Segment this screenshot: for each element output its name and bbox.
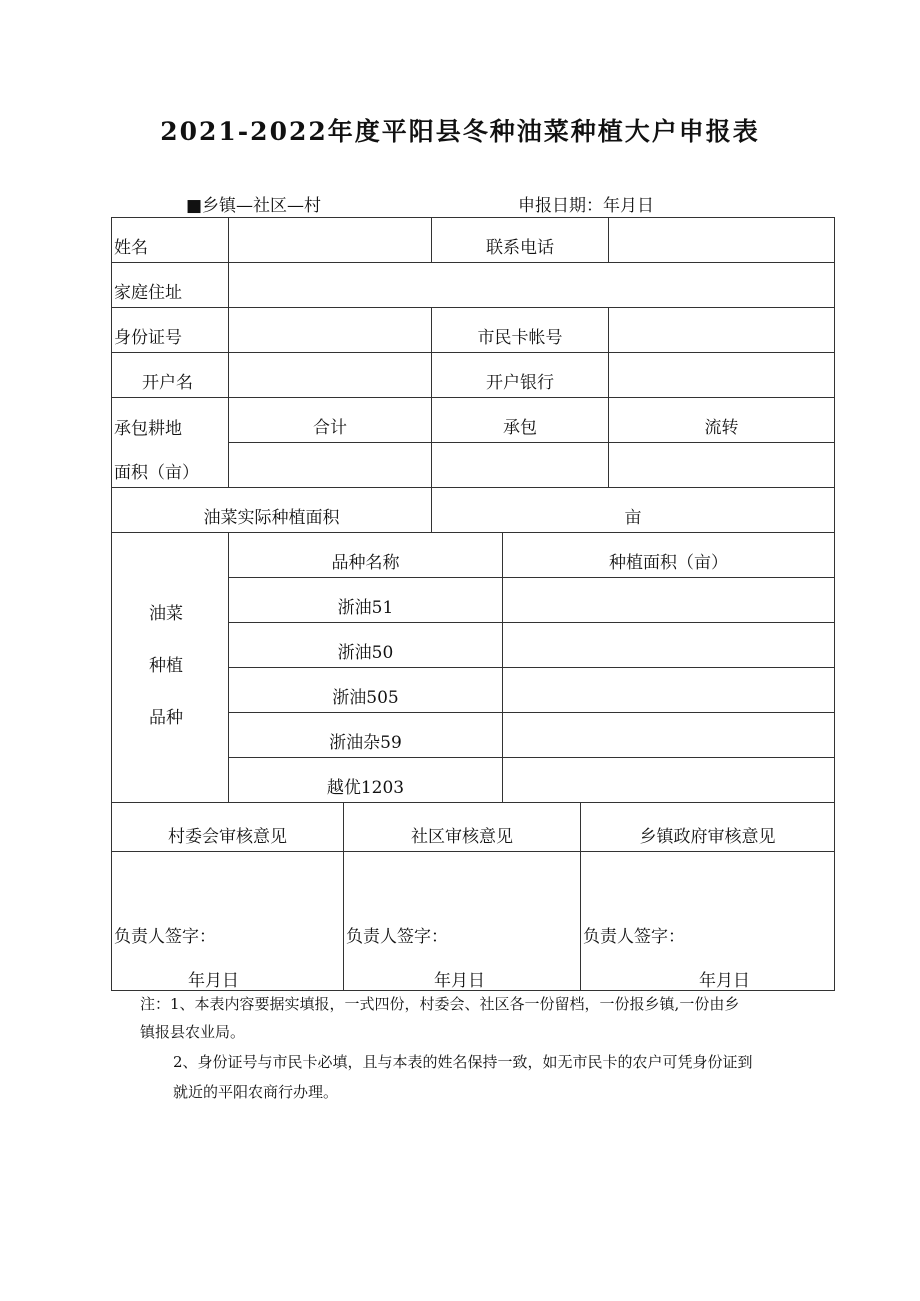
page-title: 2021-2022年度平阳县冬种油菜种植大户申报表 — [160, 117, 760, 146]
community-sign-label: 负责人签字： — [346, 927, 448, 947]
id-input-cell[interactable] — [229, 308, 432, 353]
township-line: ■乡镇—社区—村 — [186, 196, 322, 216]
village-review-header: 村委会审核意见 — [112, 803, 344, 852]
row-land-head — [112, 398, 835, 443]
total-input-cell[interactable] — [229, 443, 432, 488]
variety-side-label-1: 油菜 — [149, 603, 183, 624]
note-2a: 2、身份证号与市民卡必填，且与本表的姓名保持一致，如无市民卡的农户可凭身份证到 — [173, 1053, 753, 1071]
variety-area-input-cell[interactable] — [503, 713, 835, 758]
variety-name-header: 品种名称 — [229, 533, 503, 578]
variety-area-header: 种植面积（亩） — [503, 533, 835, 578]
account-name-label: 开户名 — [112, 353, 229, 398]
contract-label: 承包 — [432, 398, 609, 443]
row-actual-area — [112, 488, 835, 533]
town-sign-date: 年月日 — [699, 971, 750, 991]
variety-side-label — [112, 533, 229, 803]
row-review-head — [112, 803, 835, 852]
row-account — [112, 353, 835, 398]
bank-label: 开户银行 — [432, 353, 609, 398]
row-review-sign — [112, 852, 835, 991]
row-land-values — [112, 443, 835, 488]
report-date-line: 申报日期：年月日 — [518, 196, 654, 216]
note-2b: 就近的平阳农商行办理。 — [173, 1083, 339, 1101]
phone-input-cell[interactable] — [609, 218, 835, 263]
community-review-cell[interactable] — [344, 852, 581, 991]
address-label: 家庭住址 — [112, 263, 229, 308]
land-label-line2: 面积（亩） — [112, 443, 229, 488]
notes — [140, 990, 834, 1106]
variety-area-input-cell[interactable] — [503, 668, 835, 713]
application-form-table — [111, 217, 835, 991]
row-id-card — [112, 308, 835, 353]
actual-area-unit: 亩 — [432, 488, 835, 533]
town-sign-label: 负责人签字： — [583, 927, 685, 947]
town-review-cell[interactable] — [581, 852, 835, 991]
citizen-card-input-cell[interactable] — [609, 308, 835, 353]
name-label: 姓名 — [112, 218, 229, 263]
bank-input-cell[interactable] — [609, 353, 835, 398]
address-input-cell[interactable] — [229, 263, 835, 308]
village-sign-date: 年月日 — [188, 971, 239, 991]
community-sign-date: 年月日 — [434, 971, 485, 991]
row-name-phone — [112, 218, 835, 263]
note-1a: 注：1、本表内容要据实填报，一式四份，村委会、社区各一份留档，一份报乡镇,一份由乡 — [140, 995, 740, 1013]
id-label: 身份证号 — [112, 308, 229, 353]
variety-name: 越优1203 — [229, 758, 503, 803]
variety-name: 浙油51 — [229, 578, 503, 623]
citizen-card-label: 市民卡帐号 — [432, 308, 609, 353]
row-variety-head — [112, 533, 835, 578]
note-1b: 镇报县农业局。 — [140, 1023, 246, 1041]
name-input-cell[interactable] — [229, 218, 432, 263]
variety-area-input-cell[interactable] — [503, 578, 835, 623]
variety-side-label-2: 种植 — [149, 655, 183, 676]
account-name-input-cell[interactable] — [229, 353, 432, 398]
phone-label: 联系电话 — [432, 218, 609, 263]
village-review-cell[interactable] — [112, 852, 344, 991]
transfer-input-cell[interactable] — [609, 443, 835, 488]
actual-area-label: 油菜实际种植面积 — [112, 488, 432, 533]
variety-name: 浙油杂59 — [229, 713, 503, 758]
town-review-header: 乡镇政府审核意见 — [581, 803, 835, 852]
variety-name: 浙油50 — [229, 623, 503, 668]
transfer-label: 流转 — [609, 398, 835, 443]
contract-input-cell[interactable] — [432, 443, 609, 488]
village-sign-label: 负责人签字： — [114, 927, 216, 947]
community-review-header: 社区审核意见 — [344, 803, 581, 852]
variety-area-input-cell[interactable] — [503, 758, 835, 803]
variety-name: 浙油505 — [229, 668, 503, 713]
land-label-line1: 承包耕地 — [112, 398, 229, 443]
row-address — [112, 263, 835, 308]
variety-area-input-cell[interactable] — [503, 623, 835, 668]
total-label: 合计 — [229, 398, 432, 443]
variety-side-label-3: 品种 — [149, 707, 183, 728]
